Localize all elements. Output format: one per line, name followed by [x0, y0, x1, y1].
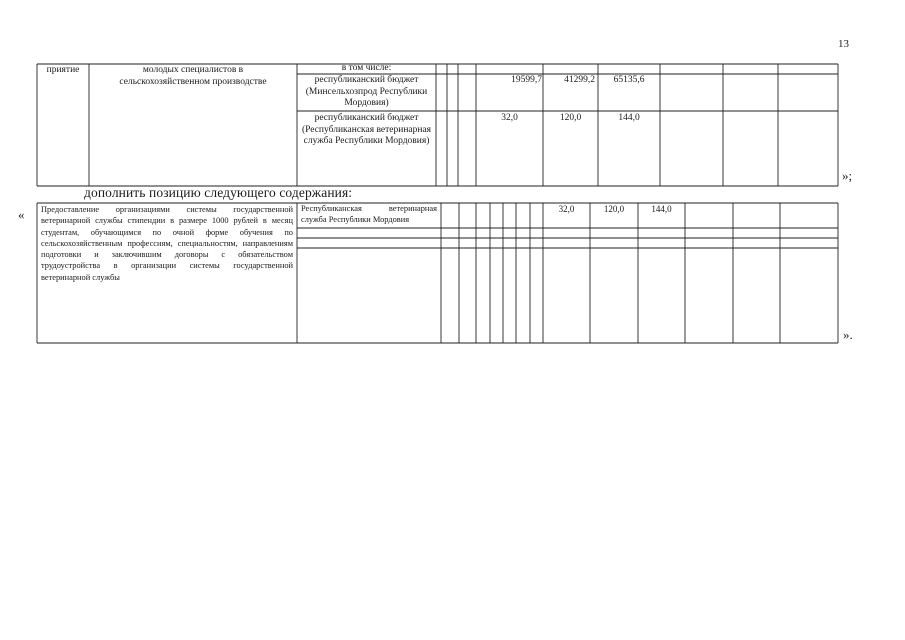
col1-fragment: приятие [46, 65, 80, 75]
section-heading: дополнить позицию следующего содержания: [84, 185, 353, 200]
value-total-a: 65135,6 [613, 75, 645, 85]
measure-description: Предоставление организациями системы государственной ветеринарной службы стипендии в размере 1000 рублей в месяц студентам, обучающимся по очной форме обучения по сельскохозяйственным профессиям, специальностям, направлениям подготовки и заключившим договоры с обязательством трудоустройства в организации системы государственной ветеринарной службы [41, 205, 293, 282]
value-2020-a: 41299,2 [564, 75, 595, 85]
program-name: молодых специалистов в сельскохозяйственном производстве [119, 65, 267, 87]
value-2019-b: 32,0 [501, 113, 518, 123]
opening-quote: « [18, 207, 25, 222]
row-label-including: в том числе: [341, 63, 392, 73]
executor: Республиканская ветеринарная служба Республики Мордовия [301, 204, 437, 224]
page-number: 13 [838, 38, 849, 50]
value-2019-a: 19599,7 [511, 75, 542, 85]
closing-quote-bottom: ». [843, 327, 853, 342]
source-vet-service: республиканский бюджет (Республиканская ветеринарная служба Республики Мордовия) [301, 113, 432, 146]
value-2020-c: 120,0 [603, 204, 625, 214]
closing-quote-top: »; [842, 168, 853, 183]
value-2019-c: 32,0 [558, 204, 575, 214]
value-2020-b: 120,0 [559, 113, 582, 123]
value-total-b: 144,0 [618, 113, 640, 123]
value-total-c: 144,0 [651, 204, 672, 214]
source-minselkhozprod: республиканский бюджет (Минсельхозпрод Республики Мордовия) [305, 75, 428, 108]
